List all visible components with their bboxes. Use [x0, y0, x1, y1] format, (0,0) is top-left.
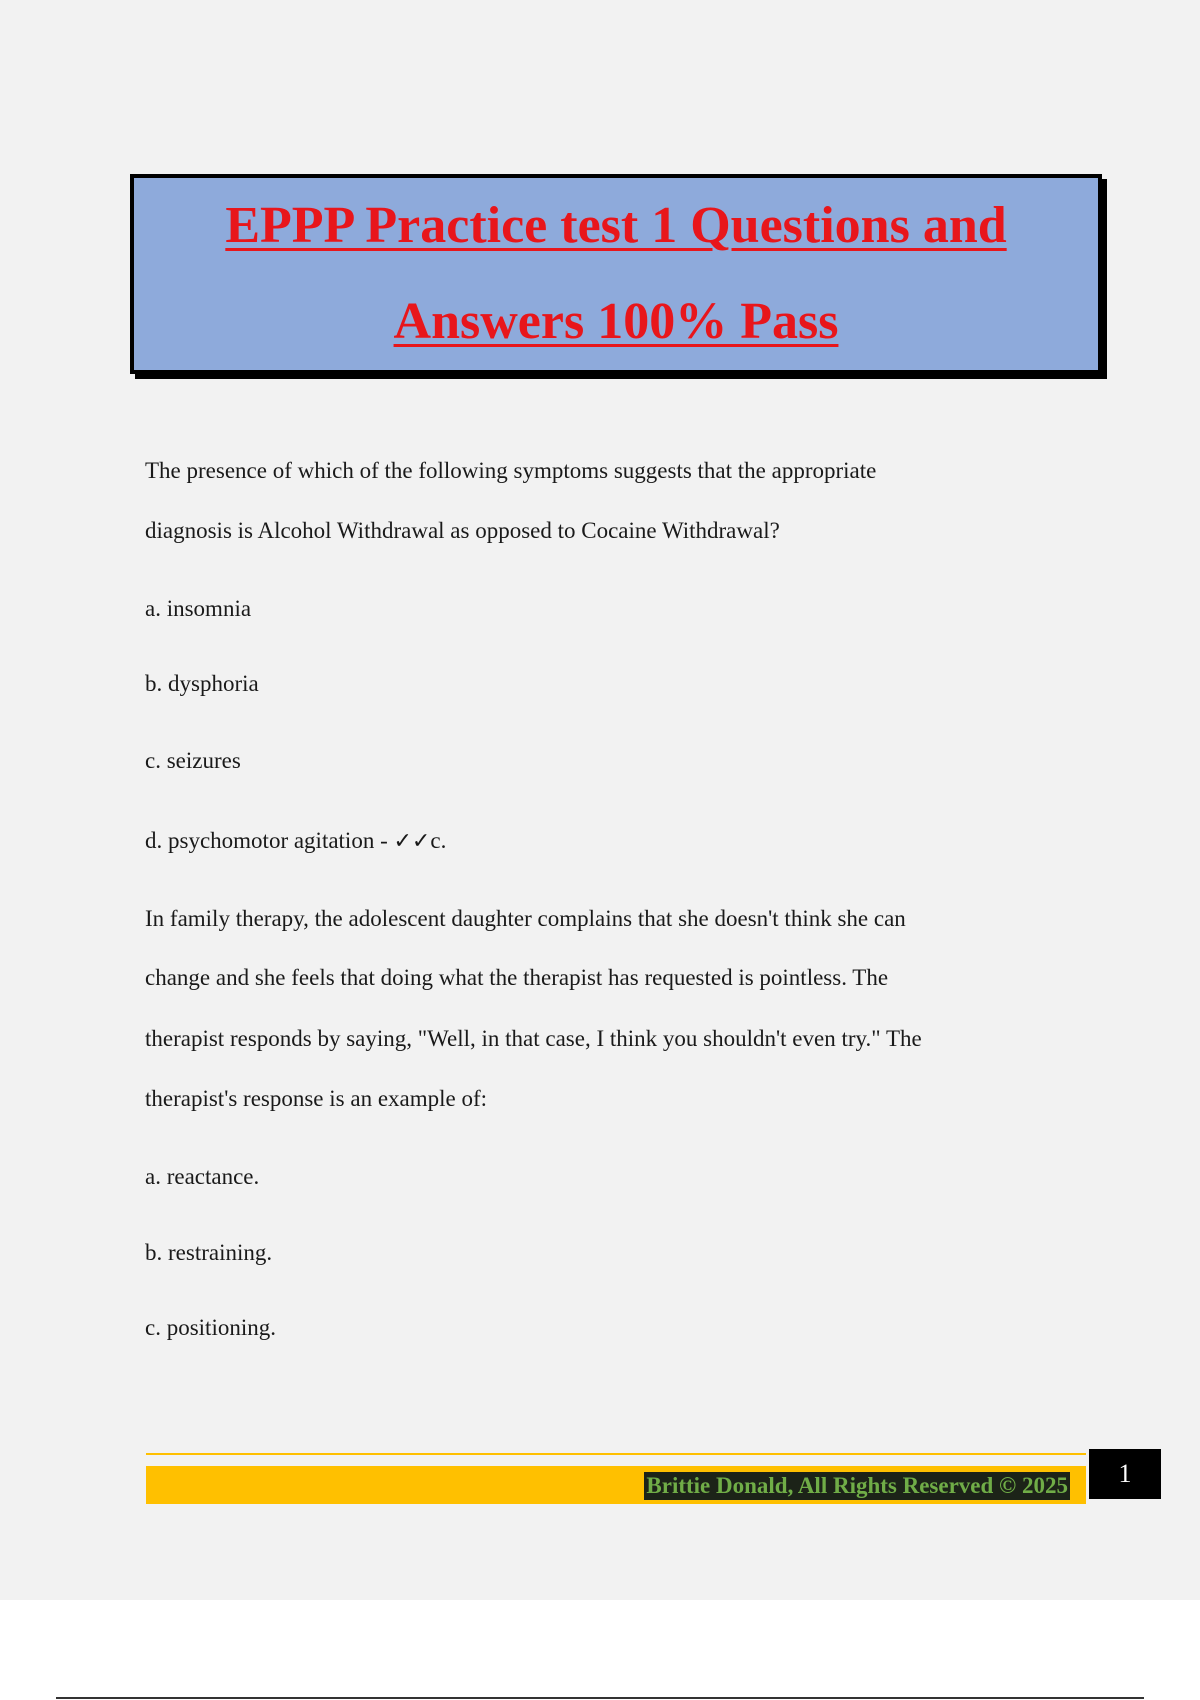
question-2-line-1: In family therapy, the adolescent daughter complains that she doesn't think she can [145, 906, 906, 931]
question-2-option-b: b. restraining. [145, 1240, 273, 1265]
question-1-line-2: diagnosis is Alcohol Withdrawal as opposed to Cocaine Withdrawal? [145, 518, 780, 543]
question-1-option-a: a. insomnia [145, 596, 252, 621]
question-2-option-a: a. reactance. [145, 1164, 260, 1189]
title-line-1: EPPP Practice test 1 Questions and [225, 197, 1007, 254]
bottom-divider [56, 1697, 1144, 1699]
footer-rule [146, 1453, 1086, 1455]
question-2-option-c: c. positioning. [145, 1315, 276, 1340]
double-check-icon: ✓✓ [393, 829, 431, 854]
page-number: 1 [1089, 1449, 1161, 1499]
option-d-text: d. psychomotor agitation - [145, 828, 394, 853]
question-1-option-c: c. seizures [145, 748, 241, 773]
footer-copyright: Brittie Donald, All Rights Reserved © 2025 [646, 1473, 1068, 1498]
question-2-line-2: change and she feels that doing what the therapist has requested is pointless. The [145, 965, 889, 990]
answer-key: c. [430, 828, 447, 853]
question-1-option-b: b. dysphoria [145, 671, 259, 696]
title-line-2: Answers 100% Pass [393, 293, 839, 350]
title-banner [130, 174, 1102, 374]
question-1-line-1: The presence of which of the following symptoms suggests that the appropriate [145, 458, 877, 483]
question-2-line-4: therapist's response is an example of: [145, 1086, 488, 1111]
footer-bar [146, 1466, 1086, 1504]
question-1-option-d [145, 828, 1075, 854]
question-2-line-3: therapist responds by saying, "Well, in that case, I think you shouldn't even try." The [145, 1026, 922, 1051]
